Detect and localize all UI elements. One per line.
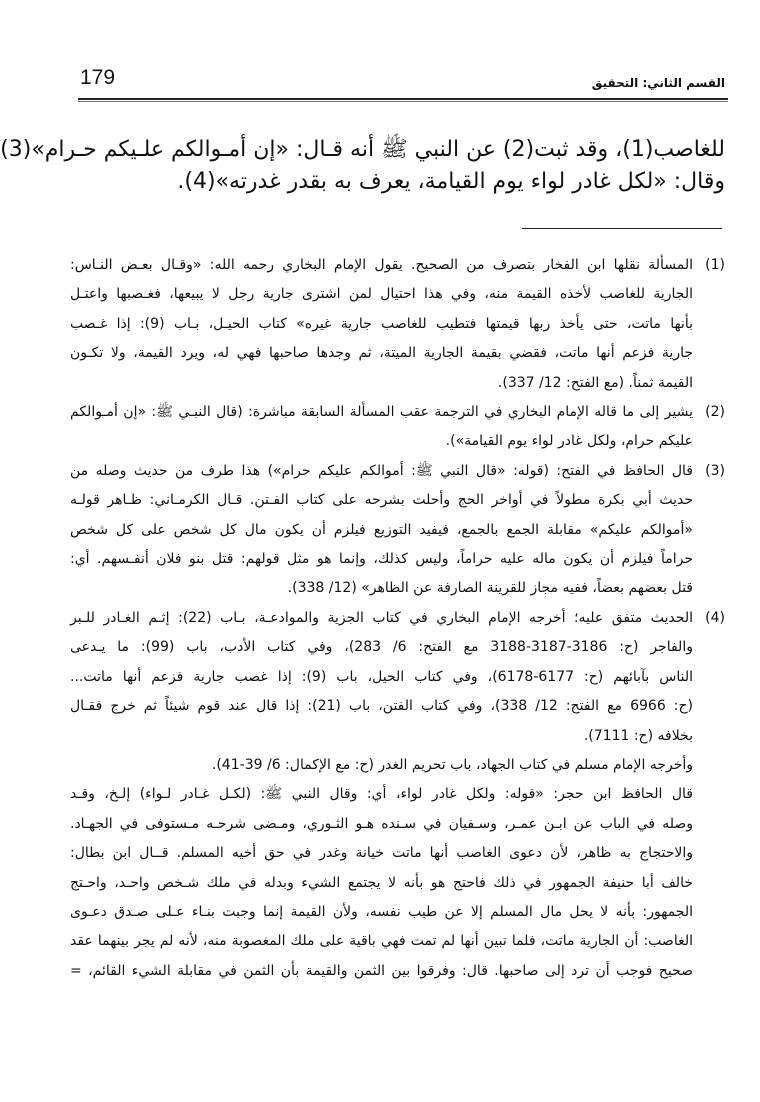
footnote-line: والاحتجاج به ظاهر، لأن دعوى الغاصب أنها ماتت خيانة وغدر في حق أخيه المسلم. قــال ابن بطال: bbox=[70, 845, 693, 862]
page-header bbox=[80, 66, 725, 98]
footnote-line: الجارية للغاصب لأخذه القيمة منه، وفي هذا احتيال لمن اشترى جارية رجل لا يبيعها، فغـصبها واعتـل bbox=[70, 286, 693, 303]
footnote-line: بأنها ماتت، حتى يأخذ ربها قيمتها فتطيب للغاصب جارية غيره» كتاب الحيـل، بـاب (9): إذا غـصب bbox=[70, 315, 693, 332]
main-line: وقال: «لكل غادر لواء يوم القيامة، يعرف به بقدر غدرته»(4). bbox=[177, 169, 725, 194]
footnote-text: قال الحافظ في الفتح: (قوله: «قال النبي ﷺ: أموالكم عليكم حرام») هذا طرف من حديث وصله من bbox=[70, 462, 693, 479]
footnote-number: (2) bbox=[705, 404, 725, 421]
footnotes bbox=[70, 251, 725, 986]
footnote-number: (3) bbox=[705, 462, 725, 479]
footnote-line: «أموالكم عليكم» مقابلة الجمع بالجمع، فيفيد التوزيع فيلزم أن يكون مال كل شخص على كل شخص bbox=[70, 521, 693, 538]
footnote-line bbox=[70, 604, 725, 633]
footnote-line bbox=[70, 398, 725, 427]
footnote-line: جارية فزعم أنها ماتت، فقضي بقيمة الجارية الميتة، ثم وجدها صاحبها فهي له، ويرد القيمة، ولا تكـون bbox=[70, 345, 693, 362]
page-number: 179 bbox=[80, 66, 116, 89]
footnote-line: صحيح فوجب أن ترد إلى صاحبها. قال: وفرقوا بين الثمن والقيمة بأن الثمن في مقابلة الشيء القائم، = bbox=[70, 962, 693, 979]
footnote-line: الجمهور: بأنه لا يحل مال المسلم إلا عن طيب نفسه، ولأن القيمة إنما وجبت بنـاء عـلى صـدق دعـوى bbox=[70, 903, 693, 920]
footnote-line: والفاجر (ح: 3186-3187-3188 مع الفتح: 6/ 283)، وفي كتاب الأدب، باب (99): ما يـدعى bbox=[70, 639, 693, 656]
footnote-separator bbox=[522, 228, 722, 229]
main-text bbox=[0, 134, 725, 198]
running-title: القسم الثاني: التحقيق bbox=[591, 76, 725, 90]
footnote-line bbox=[70, 457, 725, 486]
footnote-line: القيمة ثمناً. (مع الفتح: 12/ 337). bbox=[497, 374, 693, 391]
footnote-line: بخلافه (ح: 7111). bbox=[583, 727, 693, 744]
footnote-line bbox=[70, 251, 725, 280]
footnote-line: قال الحافظ ابن حجر: «قوله: ولكل غادر لواء، أي: وقال النبي ﷺ: (لكـل غـادر لـواء) إلـخ، وقـد bbox=[70, 786, 693, 803]
header-rule bbox=[78, 98, 728, 100]
footnote-text: الحديث متفق عليه؛ أخرجه الإمام البخاري في كتاب الجزية والموادعـة، بـاب (22): إثـم الغـادر للـبر bbox=[70, 609, 693, 626]
footnote-line: وصله في الباب عن ابـن عمـر، وسـفيان في سـنده هـو الثـوري، ومـضى شرحـه مـستوفى في الجهـاد. bbox=[70, 815, 693, 832]
footnote-line: عليكم حرام، ولكل غادر لواء يوم القيامة»). bbox=[445, 433, 693, 450]
footnote-text: المسألة نقلها ابن الفخار بتصرف من الصحيح. يقول الإمام البخاري رحمه الله: «وقـال بعـض النـاس: bbox=[70, 257, 693, 273]
footnote-line: خالف أبا حنيفة الجمهور في ذلك فاحتج هو بأنه لا يجتمع الشيء وبدله في ملك شـخص واحـد، واحـتج bbox=[70, 874, 693, 891]
footnote-line: (ح: 6966 مع الفتح: 12/ 338)، وفي كتاب الفتن، باب (21): إذا قال عند قوم شيئاً ثم خرج فقـال bbox=[70, 698, 693, 715]
footnote-line: قتل بعضهم بعضاً، ففيه مجاز للقرينة الصارفة عن الظاهر» (12/ 338). bbox=[287, 580, 693, 597]
footnote-text: يشير إلى ما قاله الإمام البخاري في الترجمة عقب المسألة السابقة مباشرة: (قال النبـي ﷺ: «إن أمـوالكم bbox=[70, 404, 693, 421]
footnote-number: (4) bbox=[705, 609, 725, 626]
main-line: للغاصب(1)، وقد ثبت(2) عن النبي ﷺ أنه قـال: «إن أمـوالكم علـيكم حـرام»(3) bbox=[0, 137, 725, 162]
footnote-line: حراماً فيلزم أن يكون ماله عليه حراماً، وليس كذلك، وإنما هو مثل قولهم: قتل بنو فلان أنفـسهم. أي: bbox=[70, 551, 693, 568]
footnote-line: وأخرجه الإمام مسلم في كتاب الجهاد، باب تحريم الغدر (ح: مع الإكمال: 6/ 39-41). bbox=[211, 756, 693, 773]
footnote-number: (1) bbox=[705, 257, 725, 273]
footnote-line: الغاصب: أن الجارية ماتت، فلما تبين أنها لم تمت فهي باقية على ملك المغصوبة منه، لأنه لم يجر بينهما عقد bbox=[70, 933, 693, 950]
header-rule-thin bbox=[78, 101, 728, 102]
footnote-line: الناس بآبائهم (ح: 6177-6178)، وفي كتاب الحيل، باب (9): إذا غصب جارية فزعم أنها ماتت... bbox=[70, 668, 693, 685]
footnote-line: حديث أبي بكرة مطولاً في أواخر الحج وأحلت بشرحه على كتاب الفـتن. قـال الكرمـاني: ظـاهر قولـه bbox=[70, 492, 693, 509]
